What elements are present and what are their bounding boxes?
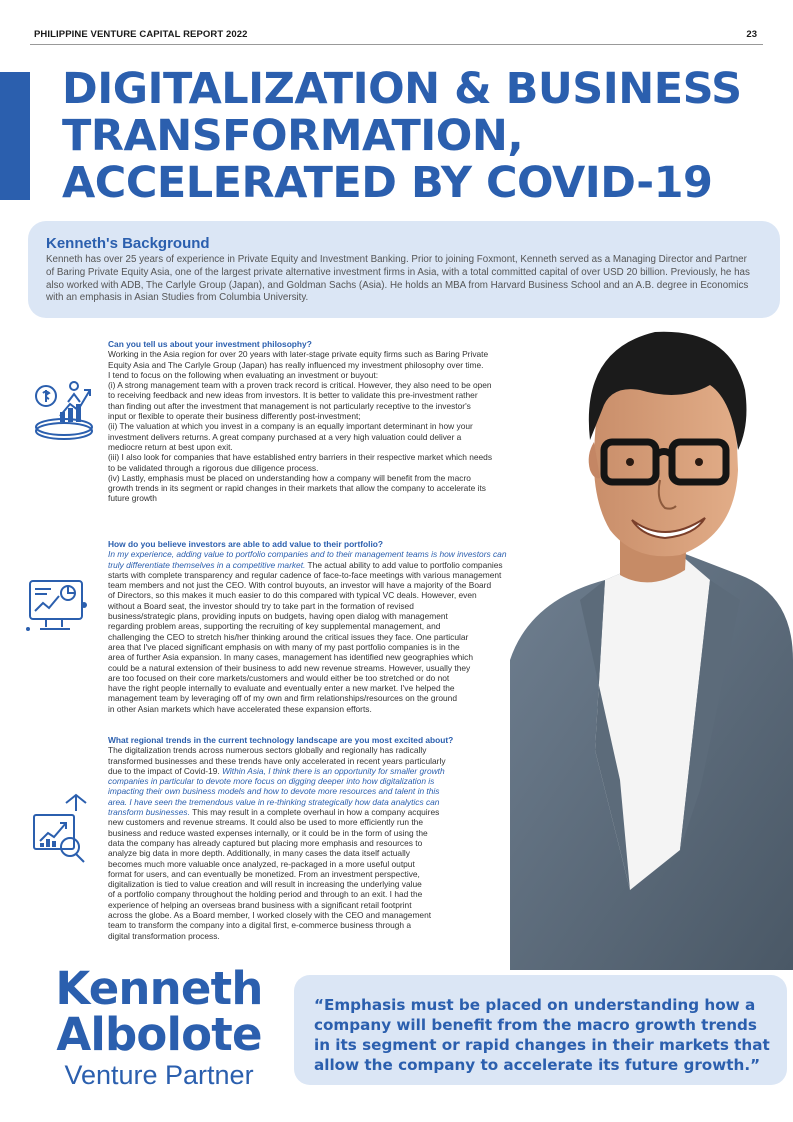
- qa1-line: to receiving feedback and new ideas from investors. It is better to validate this pre-investment rather: [108, 390, 478, 401]
- qa1-line: than finding out after the investment that management is not particularly receptive to the investor's: [108, 400, 471, 411]
- qa3-line: team to transform the company into a digital first, e-commerce business through a: [108, 920, 412, 931]
- qa1-line: Working in the Asia region for over 20 years with later-stage private equity firms such as Baring Private: [108, 349, 489, 360]
- qa2-quote-line: In my experience, adding value to portfolio companies and to their management teams is how investors can: [108, 549, 507, 560]
- qa2-line: starts with complete transparency and regular cadence of face-to-face meetings with various management: [108, 569, 502, 580]
- qa3-line: across the globe. As a Board member, I worked closely with the CEO and management: [108, 910, 432, 921]
- qa3-line: The digitalization trends across numerous sectors globally and regionally has radically: [108, 745, 427, 756]
- last-name: Albolote: [56, 1008, 262, 1061]
- qa2-line: have the right people internally to evaluate and eventually enter a new market. I've helped the: [108, 683, 455, 694]
- qa2-line: of Directors, so this makes it much easier to do this compared with typical VC deals. However, even: [108, 590, 477, 601]
- qa3-lead-in: due to the impact of Covid-19.: [108, 765, 223, 776]
- report-title: PHILIPPINE VENTURE CAPITAL REPORT 2022: [34, 29, 248, 40]
- headline-line-1: DIGITALIZATION & BUSINESS: [62, 64, 742, 114]
- pull-quote-box: [294, 975, 787, 1085]
- qa3-line: experience of helping an overseas brand business with a significant retail footprint: [108, 899, 412, 910]
- qa3-line: of a portfolio company throughout the holding period and through to an exit. I had the: [108, 889, 423, 900]
- qa1-line: (i) A strong management team with a proven track record is critical. However, they also need to be open: [108, 380, 492, 391]
- qa2-line: without a Board seat, the investor should try to take part in the formation of revised: [108, 600, 414, 611]
- qa3-quote-line: impacting their own business models and how to devote more resources and talent in this: [108, 786, 440, 797]
- qa1-question: Can you tell us about your investment philosophy?: [108, 339, 312, 349]
- qa2-line: in other Asian markets which have accelerated these expansion efforts.: [108, 703, 372, 714]
- qa3-line: business and reduce wasted expenses internally, or it could be in the form of using the: [108, 827, 428, 838]
- person-nameplate: [34, 962, 284, 1091]
- background-text: Kenneth has over 25 years of experience in Private Equity and Investment Banking. Prior to joining Foxmont, Kenneth served as a Managing Director and Partner of Baring Private Equity Asia, one of the largest private alternative investment firms in Asia, with a total committed capital of over USD 20 billion. Previously, he has also worked with ADB, The Carlyle Group (Japan), and Goldman Sachs (Asia). He holds an MBA from Harvard Business School and an A.B. degree in Economics with an emphasis in Asian Studies from Columbia University.: [46, 254, 750, 304]
- first-name: Kenneth: [55, 962, 263, 1015]
- pull-quote: “Emphasis must be placed on understanding how a company will benefit from the macro growth trends in its segment or rapid changes in their markets that allow the company to accelerate its future growth.”: [314, 996, 770, 1074]
- qa3-line: format for users, and can eventually be monetized. From an investment perspective,: [108, 868, 420, 879]
- qa1-line: future growth: [108, 493, 157, 504]
- portrait-illustration: [510, 330, 793, 970]
- qa2-quote-line: truly differentiate themselves in a competitive market.: [108, 559, 306, 570]
- qa3-quote-tail: This may result in a complete overhaul in how a company acquires: [189, 807, 440, 818]
- side-accent-bar: [0, 72, 30, 200]
- background-heading: Kenneth's Background: [46, 235, 210, 252]
- qa3-quote-line: area. I have seen the tremendous value in re-thinking strategically how data analytics can: [108, 796, 440, 807]
- qa3-line: digitalization is tied to value creation and will result in increasing the underlying value: [108, 879, 422, 890]
- qa1-line: mediocre return at best upon exit.: [108, 441, 233, 452]
- qa1-line: (ii) The valuation at which you invest in a company is an equally important determinant in how your: [108, 421, 473, 432]
- qa2-line: could be a natural extension of their business to add new revenue streams. However, usually they: [108, 662, 471, 673]
- qa-investment-philosophy: [108, 339, 563, 504]
- qa3-quote-line: companies in particular to devote more focus on digging deeper into how digitalization is: [108, 776, 435, 787]
- qa3-line: becomes much more valuable once analyzed, re-packaged in a more useful output: [108, 858, 415, 869]
- qa3-line: digital transformation process.: [108, 930, 220, 941]
- qa2-line: area of further Asia expansion. In many cases, management has identified new geographies which: [108, 652, 473, 663]
- qa3-quote-last: transform businesses.: [108, 807, 190, 818]
- person-role: Venture Partner: [64, 1060, 254, 1090]
- page-number: 23: [746, 29, 757, 40]
- qa2-line: management team by leveraging off of my own and firm relationships/resources on the ground: [108, 693, 457, 704]
- qa3-quote-head: Within Asia, I think there is an opportunity for smaller growth: [222, 765, 445, 776]
- page-header: [0, 0, 793, 50]
- qa1-line: Equity Asia and The Carlyle Group (Japan) has really influenced my investment philosophy over time.: [108, 359, 484, 370]
- qa3-line: analyze big data in more depth. Additionally, in many cases the data itself actually: [108, 848, 410, 859]
- qa2-question: How do you believe investors are able to add value to their portfolio?: [108, 539, 384, 549]
- data-search-icon: [30, 793, 90, 869]
- background-panel: [28, 221, 780, 318]
- qa1-line: input or flexible to operate their business differently post-investment;: [108, 411, 361, 422]
- qa3-line: new customers and revenue streams. It could also be used to more efficiently run the: [108, 817, 424, 828]
- qa1-line: growth trends in its segment or rapid changes in their markets that allow the company to accelerate its: [108, 483, 486, 494]
- qa1-line: I tend to focus on the following when evaluating an investment or buyout:: [108, 369, 379, 380]
- qa2-line: regarding problem areas, supporting the recruiting of key supplemental management, and: [108, 621, 441, 632]
- investment-growth-icon: [30, 376, 98, 442]
- qa2-line: team members and not just the CEO. With control buyouts, an investor will have a majority of the Board: [108, 580, 492, 591]
- qa3-line: transformed businesses and these trends have only accelerated in recent years particularly: [108, 755, 446, 766]
- qa1-line: to be validated through a rigorous due diligence process.: [108, 462, 319, 473]
- qa2-quote-tail: The actual ability to add value to portfolio companies: [305, 559, 503, 570]
- qa3-line: data the company has already captured but placing more emphasis and resources to: [108, 837, 423, 848]
- header-rule: [30, 44, 763, 45]
- qa2-line: business/strategic plans, providing inputs on budgets, having open dialog with management: [108, 611, 448, 622]
- qa1-line: investment delivers returns. A great company purchased at a very high valuation could deliver a: [108, 431, 462, 442]
- qa2-line: are too focused on their core markets/customers and would either be too stretched or do not: [108, 672, 450, 683]
- qa1-line: (iv) Lastly, emphasis must be placed on understanding how a company will benefit from the macro: [108, 472, 471, 483]
- qa2-line: area that I've placed significant emphasis on with many of my past portfolio companies is in the: [108, 641, 460, 652]
- page-headline: [62, 66, 782, 207]
- qa-regional-trends: [108, 735, 508, 941]
- headline-line-3: ACCELERATED BY COVID-19: [62, 158, 713, 208]
- headline-line-2: TRANSFORMATION,: [62, 111, 524, 161]
- qa-adding-value: [108, 539, 578, 714]
- dashboard-analytics-icon: [26, 573, 90, 639]
- qa3-question: What regional trends in the current technology landscape are you most excited about?: [108, 735, 454, 745]
- qa2-line: challenging the CEO to stretch his/her thinking around the critical issues they face. One particular: [108, 631, 469, 642]
- qa1-line: (iii) I also look for companies that have established entry barriers in their respective market which needs: [108, 452, 493, 463]
